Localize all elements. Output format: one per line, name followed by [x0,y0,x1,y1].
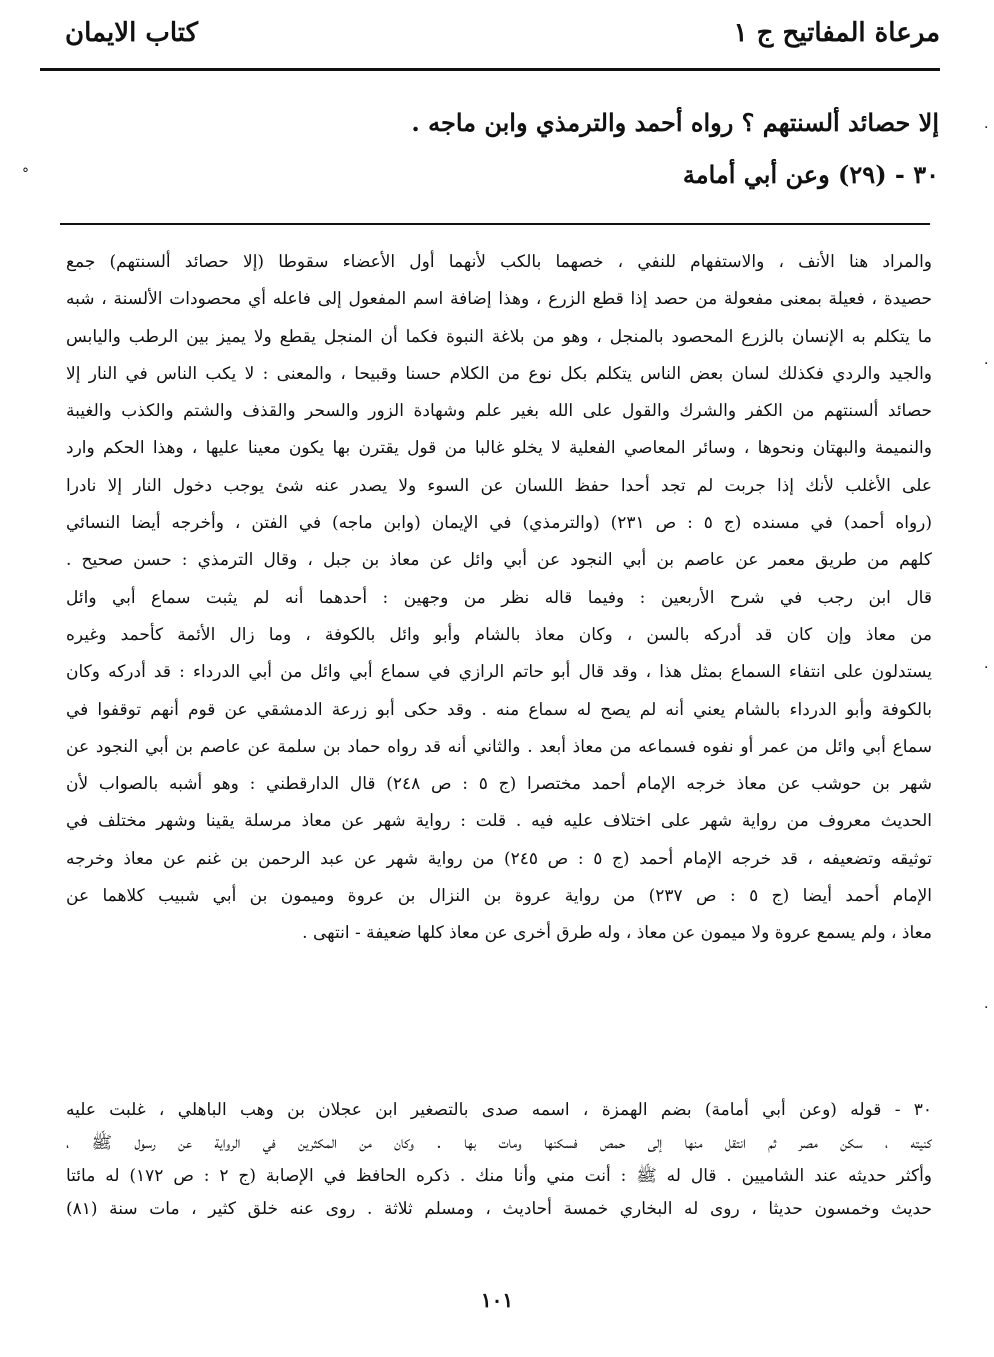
commentary-line: حصيدة ، فعيلة بمعنى مفعولة من حصد إذا قطع الزرع ، وهذا إضافة اسم المفعول إلى فاعله أي محصودات الألسنة ، شبه [66,289,932,310]
commentary-line: ما يتكلم به الإنسان بالزرع المحصود بالمنجل ، وهو من بلاغة النبوة فكما أن المنجل يقطع ولا يميز بين الرطب واليابس [66,326,932,347]
commentary-line: توثيقه وتضعيفه ، قد خرجه الإمام أحمد (ج ٥ : ص ٢٤٥) من رواية شهر عن عبد الرحمن بن غنم عن معاذ وخرجه [66,848,932,869]
commentary-line: بالكوفة وأبو الدرداء بالشام يعني أنه لم يصح له سماع منه . وقد حكى أبو زرعة الدمشقي عن قوم أنهم توقفوا في [66,699,932,720]
commentary-line: معاذ ، ولم يسمع عروة ولا ميمون عن معاذ ، وله طرق أخرى عن معاذ كلها ضعيفة - انتهى . [302,923,932,944]
margin-dot: · [984,1000,989,1016]
footnote-line: حديث وخمسون حديثا ، روى له البخاري خمسة أحاديث ، ومسلم ثلاثة . روى عنه خلق كثير ، مات سنة (٨١) [66,1199,932,1219]
commentary-line: والمراد هنا الأنف ، والاستفهام للنفي ، خصهما بالكب لأنهما أول الأعضاء سقوطا (إلا حصائد ألسنتهم) جمع [66,252,932,272]
footnote-line: وأكثر حديثه عند الشاميين . قال له ﷺ : أنت مني وأنا منك . ذكره الحافظ في الإصابة (ج ٢ : ص ١٧٢) له مائتا [66,1166,932,1186]
commentary-block [66,244,932,953]
hadith-text-line: إلا حصائد ألسنتهم ؟ رواه أحمد والترمذي وابن ماجه . [411,108,939,137]
commentary-line: على الأغلب لأنك إذا جربت لم تجد أحدا حفظ اللسان عن السوء ولا يصدر عنه شئ يوجب دخول النار إلا نادرا [66,475,932,496]
hadith-text-line: ٣٠ - (٢٩) وعن أبي أمامة [682,160,939,189]
page-number: ١٠١ [480,1288,514,1312]
matn-sharh-separator [60,223,930,225]
header-rule [40,68,940,71]
book-title: مرعاة المفاتيح ج ١ [733,18,940,48]
commentary-line: والنميمة والبهتان ونحوها ، وسائر المعاصي الفعلية لا يخلو غالبا من قول يقترن بها يكون معينا عليها ، وهذا الحكم وارد [66,438,932,459]
commentary-line: سماع أبي وائل من عمر أو نفوه فسماعه من معاذ أبعد . والثاني أنه قد رواه حماد بن سلمة عن عاصم بن أبي النجود عن [66,736,932,757]
commentary-line: من معاذ وإن كان قد أدركه بالسن ، وكان معاذ بالشام وأبو وائل بالكوفة ، وما زال الأئمة كأحمد وغيره [66,624,932,645]
commentary-line: الإمام أحمد أيضا (ج ٥ : ص ٢٣٧) من رواية عروة بن النزال بن عروة وميمون بن أبي شبيب كلاهما عن [66,886,932,907]
margin-dot: · [984,660,989,676]
margin-dot: · [984,120,989,136]
margin-dot: ° [22,166,29,182]
footnote-line: كنيته ، سكن مصر ثم انتقل منها إلى حمص فسكنها ومات بها . وكان من المكثرين في الرواية عن رسول ﷺ ، [66,1133,932,1153]
commentary-line: يستدلون على انتفاء السماع بمثل هذا ، وقد قال أبو حاتم الرازي في سماع أبي وائل من أبي الدرداء : قد أدركه وكان [66,662,932,683]
footnote-line: ٣٠ - قوله (وعن أبي أمامة) بضم الهمزة ، اسمه صدى بالتصغير ابن عجلان بن وهب الباهلي ، غلبت عليه [66,1100,932,1120]
margin-dot: · [984,356,989,372]
section-title: كتاب الايمان [65,18,199,48]
commentary-line: كلهم من طريق معمر عن عاصم بن أبي النجود عن أبي وائل عن معاذ بن جبل ، وقال الترمذي : حسن صحيح . [66,550,932,571]
commentary-line: والجيد والردي فكذلك لسان بعض الناس يتكلم بكل نوع من الكلام حسنا وقبيحا ، والمعنى : لا يكب الناس في النار إلا [66,363,932,384]
commentary-line: حصائد ألسنتهم من الكفر والشرك والقول على الله بغير علم وشهادة الزور والسحر والقذف والشتم والكذب والغيبة [66,401,932,422]
commentary-line: الحديث معروف من رواية شهر على اختلاف عليه فيه . قلت : رواية شهر عن معاذ مرسلة يقينا وشهر مختلف في [66,811,932,832]
commentary-line: (رواه أحمد) في مسنده (ج ٥ : ص ٢٣١) (والترمذي) في الإيمان (وابن ماجه) في الفتن ، وأخرجه أيضا النسائي [66,513,932,534]
commentary-line: قال ابن رجب في شرح الأربعين : وفيما قاله نظر من وجهين : أحدهما أنه لم يثبت سماع أبي وائل [66,587,932,608]
footnote-block [66,1094,932,1226]
commentary-line: شهر بن حوشب عن معاذ خرجه الإمام أحمد مختصرا (ج ٥ : ص ٢٤٨) قال الدارقطني : وهو أشبه بالصواب لأن [66,774,932,795]
running-header [40,18,940,58]
